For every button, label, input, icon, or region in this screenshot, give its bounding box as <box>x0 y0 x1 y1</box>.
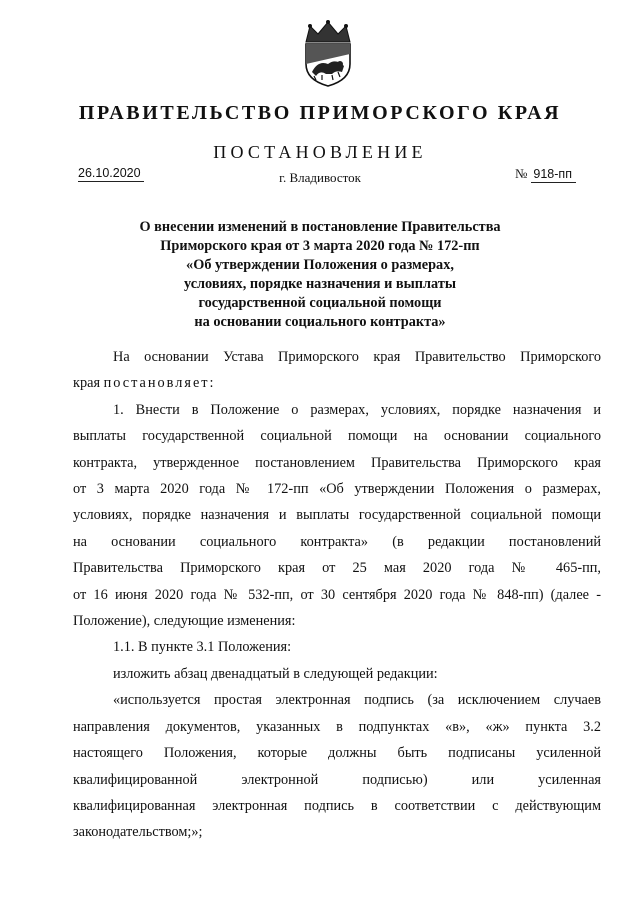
new-text-line: настоящего Положения, которые должны быть подписаны усиленной <box>73 745 601 762</box>
resolves-word: постановляет: <box>103 375 216 392</box>
item-1-line: на основании социального контракта» (в редакции постановлений <box>73 533 601 550</box>
city-name: г. Владивосток <box>279 170 361 185</box>
item-1-line: условиях, порядке назначения и выплаты государственной социальной помощи <box>73 507 601 524</box>
item-1-line: контракта, утвержденное постановлением Правительства Приморского края <box>73 454 601 471</box>
item-1-line: Положение), следующие изменения: <box>73 613 296 630</box>
document-body <box>73 344 601 846</box>
title-line: Приморского края от 3 марта 2020 года № 172-пп <box>160 238 480 254</box>
government-title: ПРАВИТЕЛЬСТВО ПРИМОРСКОГО КРАЯ <box>78 102 562 124</box>
document-date: 26.10.2020 <box>78 166 144 182</box>
document-type: ПОСТАНОВЛЕНИЕ <box>213 142 427 162</box>
preamble-word: края <box>73 375 101 392</box>
item-1-1-line: 1.1. В пункте 3.1 Положения: <box>113 639 292 656</box>
number-value: 918-пп <box>531 167 576 183</box>
new-text-line: «используется простая электронная подпись (за исключением случаев <box>113 692 601 709</box>
title-line: О внесении изменений в постановление Правительства <box>139 219 501 235</box>
item-1-line: от 16 июня 2020 года № 532-пп, от 30 сентября 2020 года № 848-пп) (далее - <box>73 586 601 603</box>
new-text-line: квалифицированной электронной подписью) или усиленная <box>73 771 601 788</box>
item-1-line: 1. Внести в Положение о размерах, условиях, порядке назначения и <box>113 401 601 418</box>
resolution-title <box>0 218 640 332</box>
item-1-line: от 3 марта 2020 года № 172-пп «Об утверждении Положения о размерах, <box>73 481 601 498</box>
coat-of-arms-emblem <box>300 20 356 88</box>
title-line: государственной социальной помощи <box>198 295 442 311</box>
item-1-line: выплаты государственной социальной помощи на основании социального <box>73 428 601 445</box>
document-number <box>515 166 576 183</box>
new-text-line: направления документов, указанных в подпунктах «в», «ж» пункта 3.2 <box>73 718 601 735</box>
title-line: «Об утверждении Положения о размерах, <box>186 257 454 273</box>
emblem-icon <box>300 20 356 88</box>
new-text-line: законодательством;»; <box>73 824 203 841</box>
item-1-line: Правительства Приморского края от 25 мая 2020 года № 465-пп, <box>73 560 601 577</box>
new-text-line: квалифицированная электронная подпись в соответствии с действующим <box>73 797 601 814</box>
number-sign: № <box>515 166 528 181</box>
title-line: на основании социального контракта» <box>194 314 446 330</box>
amendment-instruction-line: изложить абзац двенадцатый в следующей редакции: <box>113 665 438 682</box>
title-line: условиях, порядке назначения и выплаты <box>183 276 457 292</box>
preamble-line: На основании Устава Приморского края Правительство Приморского <box>113 349 601 365</box>
preamble-line <box>73 370 601 396</box>
